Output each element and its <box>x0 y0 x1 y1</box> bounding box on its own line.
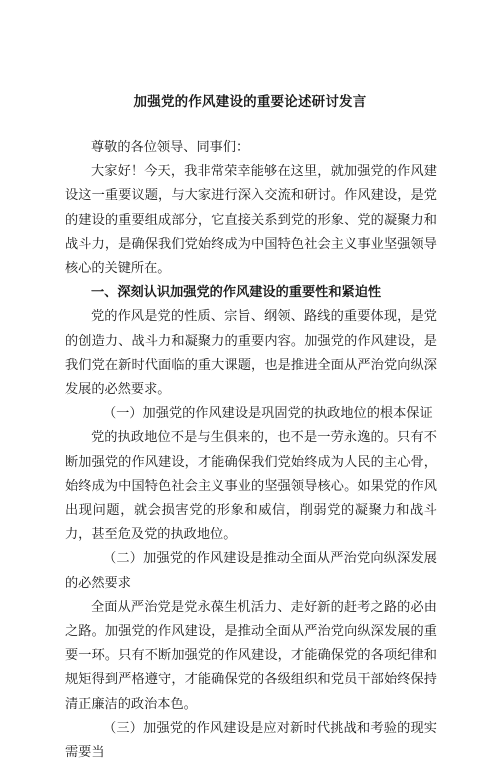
section-heading-1: 一、深刻认识加强党的作风建设的重要性和紧迫性 <box>91 285 382 301</box>
document-title: 加强党的作风建设的重要论述研讨发言 <box>133 94 367 110</box>
paragraph-subsection-1: 党的执政地位不是与生俱来的，也不是一劳永逸的。只有不断加强党的作风建设，才能确保我们党始终成为人民的主心骨，始终成为中国特色社会主义事业的坚强领导核心。如果党的作风出现问题，就会损害党的形象和威信，削弱党的凝聚力和战斗力，甚至危及党的执政地位。 <box>65 430 437 543</box>
paragraph-subsection-2: 全面从严治党是党永葆生机活力、走好新的赶考之路的必由之路。加强党的作风建设，是推动全面从严治党向纵深发展的重要一环。只有不断加强党的作风建设，才能确保党的各项纪律和规矩得到严格遵守，才能确保党的各级组织和党员干部始终保持清正廉洁的政治本色。 <box>65 599 437 712</box>
subheading-1: （一）加强党的作风建设是巩固党的执政地位的根本保证 <box>103 406 433 422</box>
salutation: 尊敬的各位领导、同事们： <box>91 140 250 155</box>
subheading-2: （二）加强党的作风建设是推动全面从严治党向纵深发展的必然要求 <box>65 551 437 591</box>
paragraph-intro: 大家好！今天，我非常荣幸能够在这里，就加强党的作风建设这一重要议题，与大家进行深入交流和研讨。作风建设，是党的建设的重要组成部分，它直接关系到党的形象、党的凝聚力和战斗力，是确保我们党始终成为中国特色社会主义事业坚强领导核心的关键所在。 <box>65 164 437 277</box>
paragraph-section-1: 党的作风是党的性质、宗旨、纲领、路线的重要体现，是党的创造力、战斗力和凝聚力的重要内容。加强党的作风建设，是我们党在新时代面临的重大课题，也是推进全面从严治党向纵深发展的必然要求。 <box>65 309 437 398</box>
document-body <box>65 136 437 765</box>
subheading-3: （三）加强党的作风建设是应对新时代挑战和考验的现实需要当 <box>65 720 437 761</box>
